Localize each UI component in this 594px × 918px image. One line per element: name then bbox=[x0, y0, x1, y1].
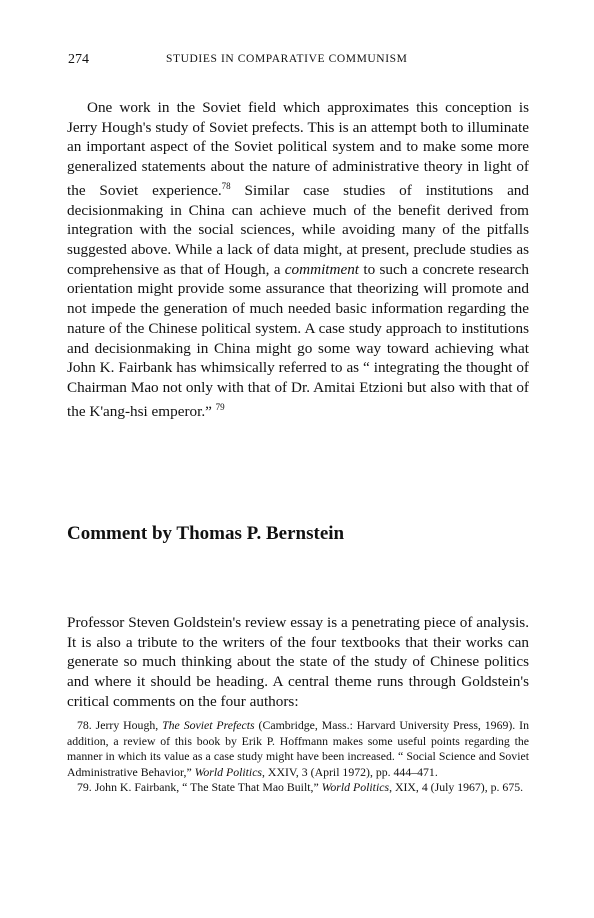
journal-name: World Politics bbox=[321, 780, 390, 795]
footnote-text: , XIX, 4 (July 1967), p. 675. bbox=[389, 780, 524, 795]
footnote-text: 78. Jerry Hough, bbox=[77, 718, 163, 732]
emphasized-word: commitment bbox=[284, 260, 360, 278]
journal-title: STUDIES IN COMPARATIVE COMMUNISM bbox=[166, 53, 408, 65]
footnote-text: (Cambridge, Mass.: Harvard University Press, 1969). In addition, a review of this book by Erik P. Hoffmann makes some useful points regarding the manner in which its value as a case study might have been increased. “ Social Science and Soviet Administrative Behavior,” bbox=[67, 718, 529, 779]
body-paragraph-2: Professor Steven Goldstein's review essay is a penetrating piece of analysis. It is also a tribute to the writers of the four textbooks that their works can generate so much thinking about the state of the study of Chinese politics and where it should be heading. A central theme runs through Goldstein's critical comments on the four authors: bbox=[67, 614, 529, 710]
paragraph-text: One work in the Soviet field which approximates this conception is Jerry Hough's study of Soviet prefects. This is an attempt both to illuminate an important aspect of the Soviet political system and to make some more generalized statements about the nature of administrative theory in light of the Soviet experience. bbox=[67, 99, 529, 199]
footnote-79 bbox=[67, 780, 529, 796]
paragraph-text: Similar case studies of institutions and decisionmaking in China can achieve much of the benefit derived from integration with the social sciences, while avoiding many of the pitfalls suggested above. While a lack of data might, at present, preclude studies as comprehensive as that of Hough, a bbox=[67, 181, 529, 278]
footnote-ref-79[interactable]: 79 bbox=[215, 401, 225, 412]
footnote-ref-78[interactable]: 78 bbox=[221, 180, 231, 191]
journal-name: World Politics bbox=[194, 764, 263, 779]
book-title: The Soviet Prefects bbox=[162, 718, 255, 732]
footnote-text: , XXIV, 3 (April 1972), pp. 444–471. bbox=[262, 764, 438, 779]
body-paragraph-1 bbox=[67, 98, 529, 421]
footnote-78 bbox=[67, 718, 529, 780]
page-number: 274 bbox=[68, 52, 89, 67]
footnotes bbox=[67, 718, 529, 796]
paragraph-text: to such a concrete research orientation might provide some assurance that theorizing will promote and not impede the generation of much needed basic information regarding the nature of the Chinese political system. A case study approach to institutions and decisionmaking in China might go some way toward achieving what John K. Fairbank has whimsically referred to as “ integrating the thought of Chairman Mao not only with that of Dr. Amitai Etzioni but also with that of the K'ang-hsi emperor.” bbox=[67, 260, 530, 420]
running-head bbox=[68, 52, 528, 72]
footnote-text: 79. John K. Fairbank, “ The State That Mao Built,” bbox=[77, 780, 322, 795]
section-heading: Comment by Thomas P. Bernstein bbox=[67, 523, 345, 544]
